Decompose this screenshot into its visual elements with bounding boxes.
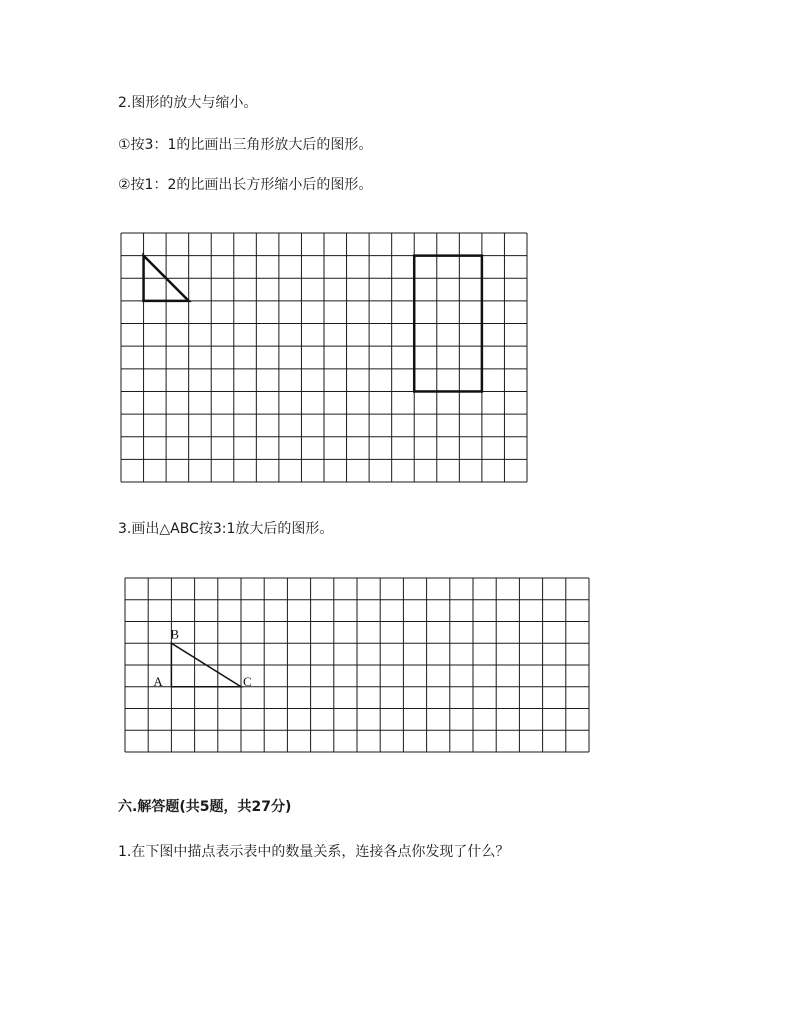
section-3-title: 3.画出△ABC按3:1放大后的图形。 xyxy=(118,521,334,537)
point-label-a: A xyxy=(153,673,163,689)
grid-2-lines xyxy=(125,578,589,752)
point-label-b: B xyxy=(170,626,180,642)
section-2-item-2: ②按1：2的比画出长方形缩小后的图形。 xyxy=(118,177,373,193)
part-6-heading: 六.解答题(共5题，共27分) xyxy=(118,799,292,815)
point-label-c: C xyxy=(243,673,252,689)
section-2-item-1: ①按3：1的比画出三角形放大后的图形。 xyxy=(118,137,373,153)
question-1: 1.在下图中描点表示表中的数量关系，连接各点你发现了什么？ xyxy=(118,844,510,860)
section-2-title: 2.图形的放大与缩小。 xyxy=(118,95,258,111)
